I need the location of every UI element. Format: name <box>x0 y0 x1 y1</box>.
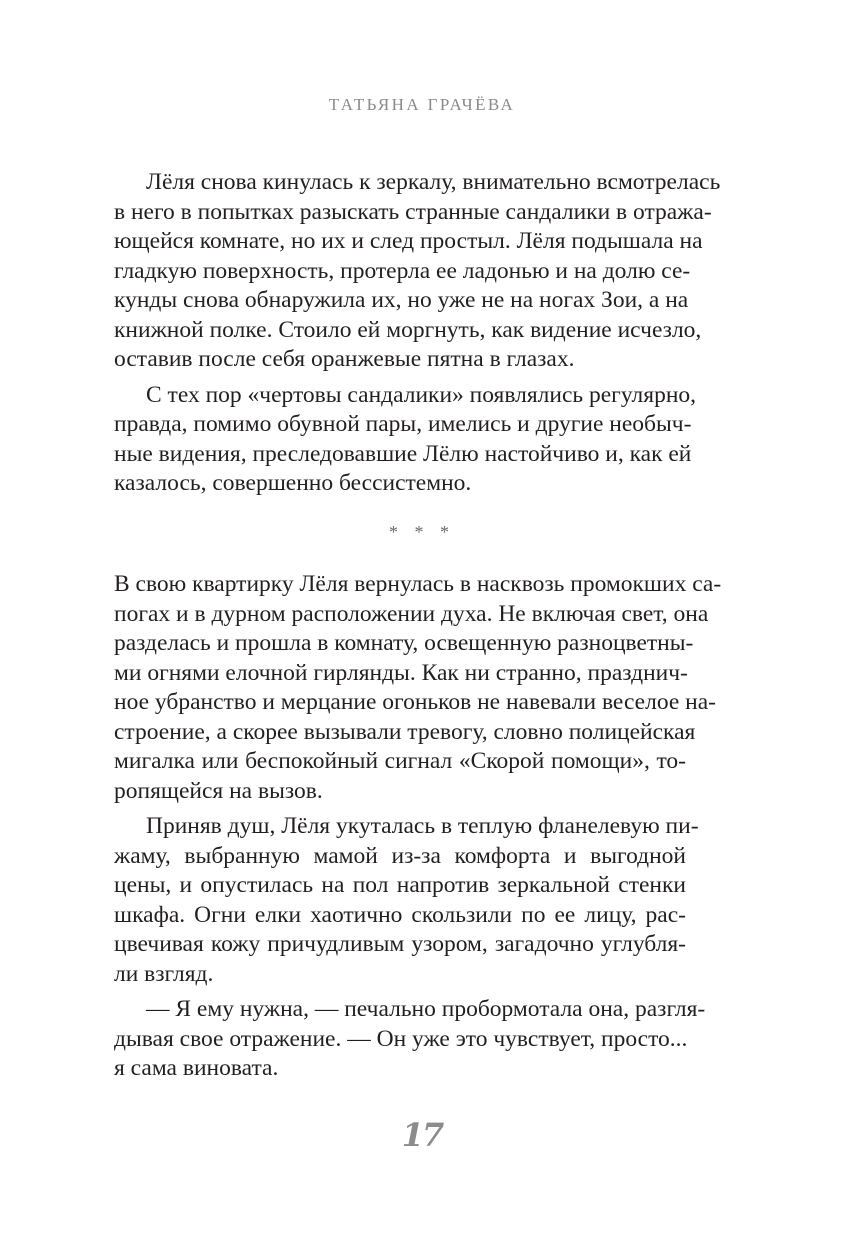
text-line: цены, и опустилась на пол напротив зеркальной стенки <box>114 872 686 898</box>
text-line: ми огнями елочной гирлянды. Как ни странно, празднич- <box>114 659 688 686</box>
text-line: оставив после себя оранжевые пятна в глазах. <box>114 346 575 372</box>
text-line: ющейся комнате, но их и след простыл. Лёля подышала на <box>114 228 703 254</box>
running-head: ТАТЬЯНА ГРАЧЁВА <box>328 95 516 114</box>
text-line: шкафа. Огни елки хаотично скользили по ее лицу, рас- <box>114 901 686 928</box>
text-line: — Я ему нужна, — печально пробормотала она, разгля- <box>146 996 706 1022</box>
text-line: мигалка или беспокойный сигнал «Скорой помощи», то- <box>114 748 686 774</box>
text-line: Приняв душ, Лёля укуталась в теплую фланелевую пи- <box>146 813 699 839</box>
text-line: строение, а скорее вызывали тревогу, словно полицейская <box>114 718 696 745</box>
text-section-1 <box>114 168 721 499</box>
paragraph <box>114 381 697 499</box>
page-number: 17 <box>401 1116 443 1154</box>
paragraph <box>114 570 722 806</box>
text-line: дывая свое отражение. — Он уже это чувствует, просто... <box>114 1025 688 1052</box>
text-line: гладкую поверхность, протерла ее ладонью и на долю се- <box>114 257 691 284</box>
text-line: жаму, выбранную мамой из-за комфорта и выгодной <box>114 842 686 869</box>
text-line: погах и в дурном расположении духа. Не включая свет, она <box>114 600 709 627</box>
paragraph <box>114 168 721 375</box>
text-line: я сама виновата. <box>114 1055 279 1081</box>
text-line: ные видения, преследовавшие Лёлю настойчиво и, как ей <box>114 440 692 467</box>
text-line: книжной полке. Стоило ей моргнуть, как видение исчезло, <box>114 316 702 343</box>
text-line: ропящейся на вызов. <box>114 777 323 804</box>
text-line: правда, помимо обувной пары, имелись и другие необыч- <box>114 411 692 437</box>
paragraph <box>114 995 706 1084</box>
text-section-2 <box>114 570 722 1084</box>
text-line: цвечивая кожу причудливым узором, загадочно углубля- <box>114 931 686 957</box>
text-line: В свою квартирку Лёля вернулась в насквозь промокших са- <box>114 571 722 597</box>
paragraph <box>114 812 699 989</box>
text-line: ное убранство и мерцание огоньков не навевали веселое на- <box>114 689 716 715</box>
text-line: ли взгляд. <box>114 960 214 987</box>
text-line: казалось, совершенно бессистемно. <box>114 470 472 496</box>
text-line: Лёля снова кинулась к зеркалу, внимательно всмотрелась <box>146 169 721 195</box>
text-line: кунды снова обнаружила их, но уже не на ногах Зои, а на <box>114 287 689 313</box>
text-line: С тех пор «чертовы сандалики» появлялись регулярно, <box>146 381 697 408</box>
text-line: разделась и прошла в комнату, освещенную разноцветны- <box>114 630 694 656</box>
section-separator: * * * <box>389 522 455 542</box>
text-line: в него в попытках разыскать странные сандалики в отража- <box>114 198 712 225</box>
